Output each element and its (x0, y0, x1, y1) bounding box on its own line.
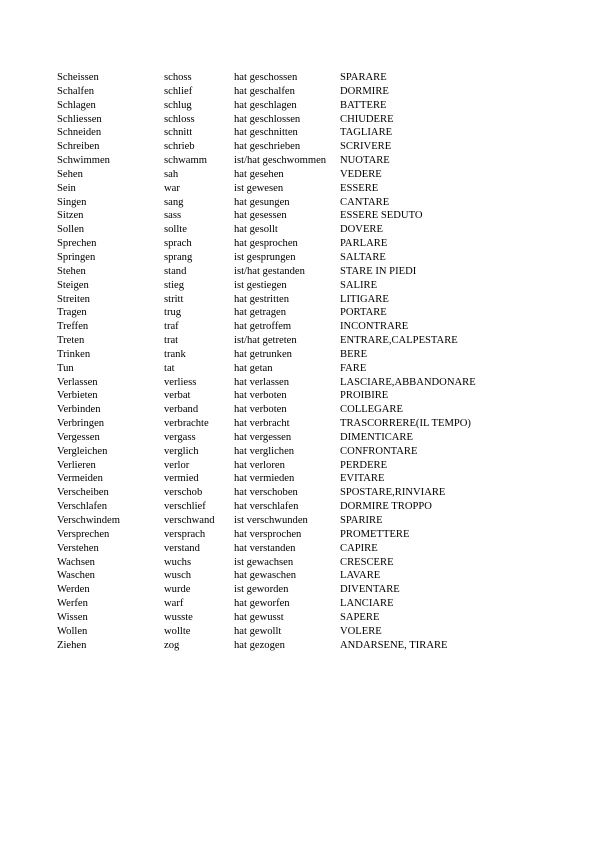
table-row (57, 528, 577, 542)
italian-translation-cell: TAGLIARE (340, 127, 393, 139)
table-row (57, 472, 577, 486)
table-row (57, 417, 577, 431)
italian-translation-cell: ESSERE SEDUTO (340, 210, 423, 222)
infinitive-cell: Scheissen (57, 72, 99, 83)
participle-cell: ist/hat gestanden (234, 265, 305, 277)
preterite-cell: verstand (164, 542, 200, 554)
infinitive-cell: Stehen (57, 265, 86, 277)
preterite-cell: wusste (164, 611, 193, 623)
italian-translation-cell: DOVERE (340, 224, 383, 236)
infinitive-cell: Sitzen (57, 210, 84, 222)
infinitive-cell: Sprechen (57, 238, 97, 250)
italian-translation-cell: BERE (340, 348, 368, 360)
participle-cell: hat verschlafen (234, 501, 299, 513)
infinitive-cell: Versprechen (57, 528, 110, 540)
participle-cell: hat geschlossen (234, 113, 301, 125)
italian-translation-cell: INCONTRARE (340, 321, 409, 333)
infinitive-cell: Vergleichen (57, 445, 108, 457)
table-row (57, 459, 577, 473)
participle-cell: hat getan (234, 362, 273, 374)
participle-cell: hat vermieden (234, 473, 295, 485)
participle-cell: hat gewaschen (234, 570, 297, 582)
italian-translation-cell: FARE (340, 362, 367, 374)
preterite-cell: stritt (164, 293, 184, 305)
participle-cell: hat verloren (234, 459, 285, 471)
infinitive-cell: Verschwindem (57, 515, 120, 526)
italian-translation-cell: EVITARE (340, 473, 385, 485)
infinitive-cell: Singen (57, 196, 87, 208)
preterite-cell: trug (164, 307, 182, 319)
table-row (57, 389, 577, 403)
participle-cell: hat geschnitten (234, 127, 298, 139)
infinitive-cell: Wachsen (57, 556, 95, 568)
participle-cell: hat geschlagen (234, 99, 297, 111)
preterite-cell: schwamm (164, 155, 207, 167)
infinitive-cell: Verlieren (57, 459, 96, 471)
participle-cell: ist/hat getreten (234, 335, 297, 347)
italian-translation-cell: TRASCORRERE(IL TEMPO) (340, 418, 471, 430)
table-row (57, 320, 577, 334)
participle-cell: hat gesehen (234, 168, 284, 180)
participle-cell: hat gezogen (234, 639, 285, 651)
preterite-cell: stieg (164, 279, 185, 291)
table-row (57, 293, 577, 307)
preterite-cell: schrieb (164, 141, 195, 153)
preterite-cell: versprach (164, 528, 206, 540)
infinitive-cell: Treten (57, 335, 85, 347)
italian-translation-cell: VOLERE (340, 625, 382, 637)
table-row (57, 376, 577, 390)
preterite-cell: vermied (164, 473, 199, 485)
italian-translation-cell: SPARARE (340, 72, 387, 83)
participle-cell: hat verboten (234, 390, 287, 402)
preterite-cell: schlief (164, 85, 193, 97)
italian-translation-cell: CRESCERE (340, 556, 394, 568)
table-row (57, 556, 577, 570)
table-row (57, 334, 577, 348)
infinitive-cell: Verschlafen (57, 501, 107, 513)
italian-translation-cell: ENTRARE,CALPESTARE (340, 335, 458, 347)
preterite-cell: war (164, 182, 180, 194)
infinitive-cell: Werfen (57, 598, 88, 610)
table-row (57, 209, 577, 223)
infinitive-cell: Schreiben (57, 141, 100, 153)
infinitive-cell: Schalfen (57, 85, 95, 97)
infinitive-cell: Wollen (57, 625, 88, 637)
participle-cell: hat gewollt (234, 625, 282, 637)
infinitive-cell: Schwimmen (57, 155, 110, 167)
participle-cell: hat versprochen (234, 528, 302, 540)
table-row (57, 126, 577, 140)
italian-translation-cell: PORTARE (340, 307, 387, 319)
preterite-cell: verschlief (164, 501, 206, 513)
italian-translation-cell: ESSERE (340, 182, 379, 194)
italian-translation-cell: CONFRONTARE (340, 445, 418, 457)
preterite-cell: verschob (164, 487, 203, 499)
infinitive-cell: Vermeiden (57, 473, 103, 485)
infinitive-cell: Verbinden (57, 404, 101, 416)
preterite-cell: verband (164, 404, 199, 416)
preterite-cell: trank (164, 348, 186, 360)
participle-cell: ist gesprungen (234, 251, 296, 263)
infinitive-cell: Wissen (57, 611, 88, 623)
table-row (57, 486, 577, 500)
preterite-cell: wusch (164, 570, 192, 582)
infinitive-cell: Sehen (57, 168, 83, 180)
italian-translation-cell: DORMIRE (340, 85, 389, 97)
table-row (57, 639, 577, 653)
preterite-cell: sprang (164, 251, 193, 263)
participle-cell: ist/hat geschwommen (234, 155, 327, 167)
preterite-cell: tat (164, 362, 175, 374)
preterite-cell: sass (164, 210, 182, 222)
table-row (57, 542, 577, 556)
infinitive-cell: Treffen (57, 321, 89, 333)
participle-cell: hat gewusst (234, 611, 284, 623)
preterite-cell: warf (164, 598, 184, 610)
italian-translation-cell: LANCIARE (340, 598, 394, 610)
infinitive-cell: Schliessen (57, 113, 102, 125)
table-row (57, 237, 577, 251)
table-row (57, 625, 577, 639)
infinitive-cell: Werden (57, 584, 90, 596)
preterite-cell: verliess (164, 376, 197, 388)
italian-translation-cell: PROIBIRE (340, 390, 389, 402)
italian-translation-cell: SALIRE (340, 279, 378, 291)
infinitive-cell: Tun (57, 362, 74, 374)
participle-cell: ist verschwunden (234, 515, 308, 526)
italian-translation-cell: DIMENTICARE (340, 431, 413, 443)
table-row (57, 362, 577, 376)
italian-translation-cell: STARE IN PIEDI (340, 265, 417, 277)
participle-cell: hat geworfen (234, 598, 290, 610)
table-row (57, 445, 577, 459)
italian-translation-cell: BATTERE (340, 99, 387, 111)
infinitive-cell: Sollen (57, 224, 85, 236)
preterite-cell: verbrachte (164, 418, 209, 430)
italian-translation-cell: SCRIVERE (340, 141, 392, 153)
italian-translation-cell: LITIGARE (340, 293, 389, 305)
preterite-cell: schloss (164, 113, 195, 125)
infinitive-cell: Vergessen (57, 431, 100, 443)
infinitive-cell: Streiten (57, 293, 90, 305)
preterite-cell: verglich (164, 445, 199, 457)
preterite-cell: sang (164, 196, 184, 208)
preterite-cell: traf (164, 321, 179, 333)
preterite-cell: wurde (164, 584, 191, 596)
italian-translation-cell: DIVENTARE (340, 584, 400, 596)
table-row (57, 71, 577, 85)
participle-cell: hat getragen (234, 307, 287, 319)
participle-cell: hat gesungen (234, 196, 290, 208)
preterite-cell: verbat (164, 390, 191, 402)
table-row (57, 611, 577, 625)
table-row (57, 500, 577, 514)
italian-translation-cell: CANTARE (340, 196, 390, 208)
italian-translation-cell: SALTARE (340, 251, 386, 263)
preterite-cell: schlug (164, 99, 192, 111)
preterite-cell: zog (164, 639, 180, 651)
participle-cell: hat gesollt (234, 224, 278, 236)
verb-table (57, 71, 577, 652)
participle-cell: hat verglichen (234, 445, 295, 457)
participle-cell: hat vergessen (234, 431, 292, 443)
participle-cell: hat gestritten (234, 293, 290, 305)
table-row (57, 265, 577, 279)
table-row (57, 182, 577, 196)
participle-cell: ist geworden (234, 584, 289, 596)
participle-cell: ist gestiegen (234, 279, 287, 291)
table-row (57, 99, 577, 113)
table-row (57, 583, 577, 597)
preterite-cell: vergass (164, 431, 196, 443)
italian-translation-cell: NUOTARE (340, 155, 390, 167)
preterite-cell: sah (164, 168, 179, 180)
participle-cell: hat geschossen (234, 72, 298, 83)
preterite-cell: schnitt (164, 127, 193, 139)
participle-cell: hat geschalfen (234, 85, 295, 97)
italian-translation-cell: LAVARE (340, 570, 381, 582)
infinitive-cell: Schlagen (57, 99, 96, 111)
table-row (57, 85, 577, 99)
table-row (57, 348, 577, 362)
table-row (57, 154, 577, 168)
italian-translation-cell: PERDERE (340, 459, 388, 471)
preterite-cell: sollte (164, 224, 187, 236)
preterite-cell: trat (164, 335, 179, 347)
infinitive-cell: Verbieten (57, 390, 98, 402)
italian-translation-cell: SPARIRE (340, 515, 383, 526)
preterite-cell: sprach (164, 238, 192, 250)
table-row (57, 140, 577, 154)
participle-cell: hat getroffem (234, 321, 292, 333)
table-row (57, 597, 577, 611)
table-row (57, 514, 577, 528)
infinitive-cell: Waschen (57, 570, 95, 582)
preterite-cell: wuchs (164, 556, 192, 568)
participle-cell: ist gewachsen (234, 556, 294, 568)
infinitive-cell: Tragen (57, 307, 87, 319)
italian-translation-cell: LASCIARE,ABBANDONARE (340, 376, 476, 388)
infinitive-cell: Springen (57, 251, 96, 263)
infinitive-cell: Trinken (57, 348, 91, 360)
italian-translation-cell: PROMETTERE (340, 528, 410, 540)
infinitive-cell: Verstehen (57, 542, 99, 554)
infinitive-cell: Schneiden (57, 127, 102, 139)
preterite-cell: stand (164, 265, 187, 277)
participle-cell: hat verstanden (234, 542, 296, 554)
table-row (57, 431, 577, 445)
infinitive-cell: Ziehen (57, 639, 87, 651)
table-row (57, 403, 577, 417)
infinitive-cell: Verlassen (57, 376, 98, 388)
participle-cell: hat gesprochen (234, 238, 298, 250)
preterite-cell: verlor (164, 459, 190, 471)
italian-translation-cell: SAPERE (340, 611, 380, 623)
infinitive-cell: Sein (57, 182, 76, 194)
infinitive-cell: Verscheiben (57, 487, 109, 499)
italian-translation-cell: COLLEGARE (340, 404, 403, 416)
participle-cell: ist gewesen (234, 182, 284, 194)
italian-translation-cell: SPOSTARE,RINVIARE (340, 487, 446, 499)
preterite-cell: schoss (164, 72, 192, 83)
participle-cell: hat verlassen (234, 376, 290, 388)
participle-cell: hat gesessen (234, 210, 287, 222)
preterite-cell: verschwand (164, 515, 215, 526)
table-row (57, 306, 577, 320)
participle-cell: hat verbracht (234, 418, 290, 430)
table-row (57, 223, 577, 237)
table-row (57, 251, 577, 265)
participle-cell: hat geschrieben (234, 141, 301, 153)
italian-translation-cell: VEDERE (340, 168, 382, 180)
participle-cell: hat getrunken (234, 348, 292, 360)
italian-translation-cell: PARLARE (340, 238, 388, 250)
table-row (57, 279, 577, 293)
table-row (57, 196, 577, 210)
infinitive-cell: Verbringen (57, 418, 105, 430)
italian-translation-cell: ANDARSENE, TIRARE (340, 639, 448, 651)
participle-cell: hat verboten (234, 404, 287, 416)
infinitive-cell: Steigen (57, 279, 89, 291)
participle-cell: hat verschoben (234, 487, 298, 499)
italian-translation-cell: CHIUDERE (340, 113, 394, 125)
preterite-cell: wollte (164, 625, 191, 637)
table-row (57, 113, 577, 127)
table-row (57, 168, 577, 182)
italian-translation-cell: CAPIRE (340, 542, 378, 554)
italian-translation-cell: DORMIRE TROPPO (340, 501, 432, 513)
table-row (57, 569, 577, 583)
